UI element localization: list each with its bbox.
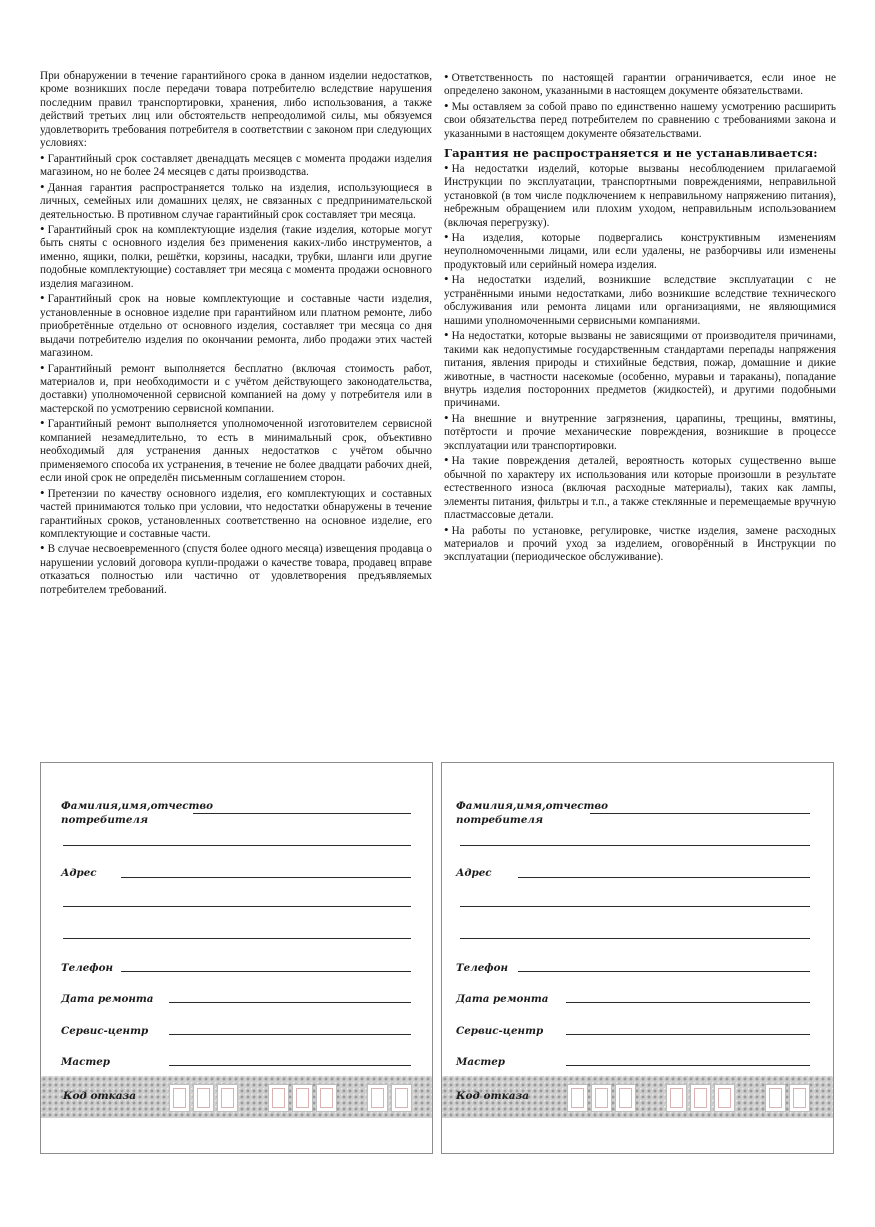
failure-code-box[interactable] [789, 1084, 810, 1112]
name-field-line-2[interactable] [460, 845, 810, 846]
failure-code-box[interactable] [591, 1084, 612, 1112]
name-field[interactable] [590, 813, 810, 814]
repair-date-field[interactable] [169, 1002, 411, 1003]
address-field-line-2[interactable] [460, 906, 810, 907]
failure-code-band [41, 1076, 432, 1118]
address-label: Адрес [456, 867, 492, 879]
warranty-exclusions-column [444, 70, 836, 565]
master-field[interactable] [566, 1065, 810, 1066]
repair-coupon-right [441, 762, 834, 1154]
service-center-label: Сервис-центр [61, 1025, 149, 1037]
master-label: Мастер [61, 1056, 110, 1068]
name-label: Фамилия,имя,отчество [456, 800, 609, 812]
repair-date-field[interactable] [566, 1002, 810, 1003]
name-label: Фамилия,имя,отчество [61, 800, 214, 812]
phone-label: Телефон [456, 962, 508, 974]
repair-timing: • Гарантийный ремонт выполняется уполномоченной изготовителем сервисной компанией незамедлительно, то есть в минимальный срок, объективно необходимый для устранения данных недостатков с учётом обычно применяемого способа их устранения, в течение не более двадцати рабочих дней, если иной срок не определён письменным соглашением сторон. [40, 416, 432, 485]
exclusion-item: • На недостатки изделий, которые вызваны несоблюдением прилагаемой Инструкции по эксплуатации, транспортными повреждениями, неправильной установкой (в том числе подключением к неправильному напряжению питания), небрежным обращением или плохим уходом, неправильным использованием (включая перегрузку). [444, 161, 836, 230]
address-label: Адрес [61, 867, 97, 879]
consumer-label: потребителя [456, 814, 544, 826]
warranty-scope: • Данная гарантия распространяется только на изделия, использующиеся в личных, семейных или домашних целях, не связанных с предпринимательской деятельностью. В противном случае гарантийный срок составляет три месяца. [40, 180, 432, 222]
address-field[interactable] [121, 877, 411, 878]
address-field[interactable] [518, 877, 810, 878]
failure-code-box[interactable] [367, 1084, 388, 1112]
failure-code-box[interactable] [268, 1084, 289, 1112]
repair-date-label: Дата ремонта [456, 993, 549, 1005]
late-notice: • В случае несвоевременного (спустя более одного месяца) извещения продавца о нарушении условий договора купли-продажи о качестве товара, продавец вправе отказаться полностью или частично от удовлетворения предъявляемых потребителем требований. [40, 541, 432, 597]
failure-code-box[interactable] [615, 1084, 636, 1112]
phone-field[interactable] [121, 971, 411, 972]
exclusion-item: • На недостатки изделий, возникшие вследствие эксплуатации с не устранёнными иными недостатками, либо возникшие вследствие технического обслуживания или ремонта лицами или организациями, не являющимися нашими уполномоченными сервисными компаниями. [444, 272, 836, 328]
failure-code-box[interactable] [292, 1084, 313, 1112]
failure-code-box[interactable] [567, 1084, 588, 1112]
failure-code-box[interactable] [193, 1084, 214, 1112]
warranty-intro: При обнаружении в течение гарантийного срока в данном изделии недостатков, кроме возникших после передачи товара потребителю вследствие нарушения последним правил транспортировки, хранения, либо использования, а также действий третьих лиц или обстоятельств непреодолимой силы, мы обязуемся удовлетворить требования потребителя в соответствии с законом при следующих условиях: [40, 70, 432, 150]
warranty-conditions-column [40, 70, 432, 597]
failure-code-box[interactable] [765, 1084, 786, 1112]
exclusion-item: • На изделия, которые подвергались конструктивным изменениям неуполномоченными лицами, или если удалены, не разборчивы или изменены продуктовый или серийный номера изделия. [444, 230, 836, 272]
components-term: • Гарантийный срок на комплектующие изделия (такие изделия, которые могут быть сняты с основного изделия без применения каких-либо инструментов, а именно, ящики, полки, решётки, корзины, насадки, трубки, шланги или другие подобные комплектующие) составляет три месяца с момента продажи основного изделия магазином. [40, 222, 432, 291]
new-parts-term: • Гарантийный срок на новые комплектующие и составные части изделия, установленные в основное изделие при гарантийном или платном ремонте, либо приобретённые отдельно от основного изделия, составляет три месяца со дня выдачи потребителю изделия по окончании ремонта, либо продажи этих частей магазином. [40, 291, 432, 360]
failure-code-label: Код отказа [456, 1090, 530, 1102]
failure-code-box[interactable] [714, 1084, 735, 1112]
failure-code-box[interactable] [217, 1084, 238, 1112]
exclusion-item: • На недостатки, которые вызваны не зависящими от производителя причинами, такими как недопустимые государственным стандартами перепады напряжения питания, явления природы и стихийные бедствия, пожар, домашние и дикие животные, в частности насекомые (особенно, муравьи и тараканы), попадание внутрь изделия посторонних предметов (жидкостей), и другими подобными причинами. [444, 328, 836, 411]
consumer-label: потребителя [61, 814, 149, 826]
claims-acceptance: • Претензии по качеству основного изделия, его комплектующих и составных частей принимаются только при условии, что недостатки обнаружены в течение гарантийных сроков, установленных соответственно на основное изделие, его комплектующие и составные части. [40, 486, 432, 542]
service-center-field[interactable] [169, 1034, 411, 1035]
phone-label: Телефон [61, 962, 113, 974]
failure-code-box[interactable] [690, 1084, 711, 1112]
repair-coupon-left [40, 762, 433, 1154]
name-field-line-2[interactable] [63, 845, 411, 846]
name-field[interactable] [193, 813, 411, 814]
address-field-line-2[interactable] [63, 906, 411, 907]
free-repair: • Гарантийный ремонт выполняется бесплатно (включая стоимость работ, материалов и, при необходимости и с учётом действующего законодательства, доставки) уполномоченной сервисной компанией на дому у потребителя или в мастерской по усмотрению сервисной компании. [40, 361, 432, 417]
address-field-line-3[interactable] [460, 938, 810, 939]
exclusion-item: • На внешние и внутренние загрязнения, царапины, трещины, вмятины, потёртости и прочие механические повреждения, возникшие в процессе эксплуатации или транспортировки. [444, 411, 836, 453]
failure-code-label: Код отказа [63, 1090, 137, 1102]
failure-code-band [442, 1076, 833, 1118]
liability-limit: • Ответственность по настоящей гарантии ограничивается, если иное не определено законом, указанными в настоящем документе обязательствами. [444, 70, 836, 99]
master-label: Мастер [456, 1056, 505, 1068]
address-field-line-3[interactable] [63, 938, 411, 939]
service-center-label: Сервис-центр [456, 1025, 544, 1037]
master-field[interactable] [169, 1065, 411, 1066]
exclusion-item: • На такие повреждения деталей, вероятность которых существенно выше обычной по характеру их использования или которые произошли в результате естественного износа (включая расходные материалы), таких как лампы, элементы питания, фильтры и т.п., а также стеклянные и перемещаемые вручную пластмассовые детали. [444, 453, 836, 522]
exclusion-item: • На работы по установке, регулировке, чистке изделия, замене расходных материалов и прочий уход за изделием, оговорённый в Инструкции по эксплуатации (периодическое обслуживание). [444, 523, 836, 565]
failure-code-box[interactable] [169, 1084, 190, 1112]
warranty-term: • Гарантийный срок составляет двенадцать месяцев с момента продажи изделия магазином, но не более 24 месяцев с даты производства. [40, 151, 432, 180]
failure-code-box[interactable] [666, 1084, 687, 1112]
exclusions-heading: Гарантия не распространяется и не устанавливается: [444, 146, 818, 161]
failure-code-box[interactable] [316, 1084, 337, 1112]
service-center-field[interactable] [566, 1034, 810, 1035]
repair-date-label: Дата ремонта [61, 993, 154, 1005]
phone-field[interactable] [518, 971, 810, 972]
extension-right: • Мы оставляем за собой право по единственно нашему усмотрению расширить свои обязательства перед потребителем по сравнению с требованиями закона и указанными в настоящем документе обязательствами. [444, 99, 836, 141]
failure-code-box[interactable] [391, 1084, 412, 1112]
